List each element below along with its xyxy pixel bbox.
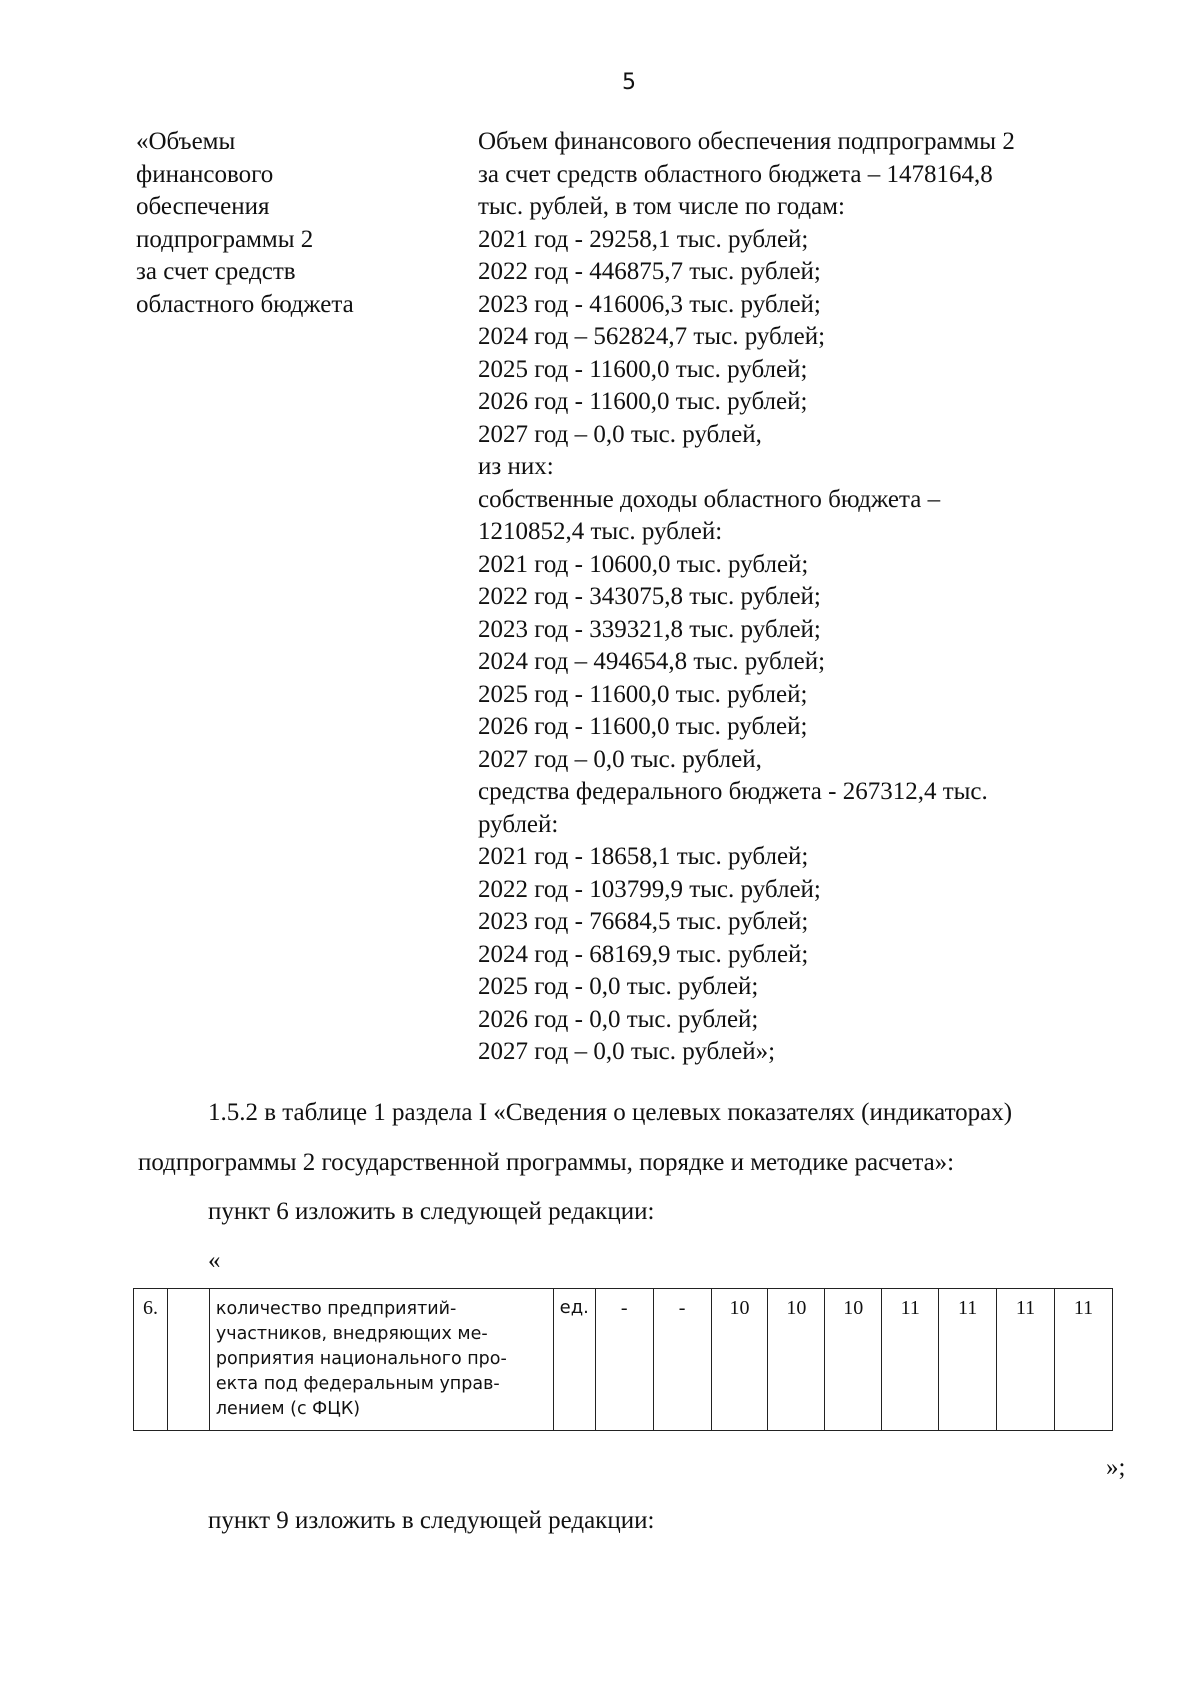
paragraph-2: пункт 6 изложить в следующей редакции: bbox=[208, 1198, 655, 1225]
detail-line: тыс. рублей, в том числе по годам: bbox=[478, 193, 845, 220]
detail-line: 2023 год - 416006,3 тыс. рублей; bbox=[478, 290, 821, 318]
open-quote: « bbox=[208, 1247, 221, 1274]
table-row bbox=[134, 1289, 1113, 1431]
value-cell: 11 bbox=[882, 1289, 939, 1431]
row-number-cell: 6. bbox=[134, 1289, 168, 1431]
detail-line: за счет средств областного бюджета – 1478164,8 bbox=[478, 160, 993, 188]
label-line: за счет средств bbox=[136, 258, 296, 285]
detail-line: 2023 год - 76684,5 тыс. рублей; bbox=[478, 908, 809, 935]
detail-line: 2027 год – 0,0 тыс. рублей, bbox=[478, 420, 762, 448]
value-cell: - bbox=[595, 1289, 653, 1431]
label-line: финансового bbox=[136, 160, 274, 188]
label-line: подпрограммы 2 bbox=[136, 225, 314, 253]
detail-line: 2024 год – 494654,8 тыс. рублей; bbox=[478, 648, 826, 675]
indicator-description-cell bbox=[209, 1289, 553, 1431]
detail-line: 2021 год - 10600,0 тыс. рублей; bbox=[478, 550, 809, 578]
detail-line: 2022 год - 103799,9 тыс. рублей; bbox=[478, 875, 821, 903]
detail-line: 2021 год - 29258,1 тыс. рублей; bbox=[478, 225, 809, 253]
detail-line: 2022 год - 446875,7 тыс. рублей; bbox=[478, 258, 821, 285]
financing-label-block bbox=[136, 126, 466, 321]
detail-line: собственные доходы областного бюджета – bbox=[478, 485, 941, 513]
detail-line: 2025 год - 11600,0 тыс. рублей; bbox=[478, 355, 808, 383]
detail-line: 2026 год - 11600,0 тыс. рублей; bbox=[478, 388, 808, 415]
description-line: роприятия национального про- bbox=[215, 1349, 507, 1369]
detail-line: 2025 год - 11600,0 тыс. рублей; bbox=[478, 680, 808, 708]
value-cell: - bbox=[653, 1289, 711, 1431]
financing-details-block bbox=[478, 126, 1118, 1069]
detail-line: Объем финансового обеспечения подпрограммы 2 bbox=[478, 128, 1015, 155]
detail-line: 2027 год – 0,0 тыс. рублей»; bbox=[478, 1038, 776, 1065]
paragraph-1-line-2: подпрограммы 2 государственной программы, порядке и методике расчета»: bbox=[138, 1149, 955, 1176]
label-line: обеспечения bbox=[136, 193, 270, 220]
description-line: участников, внедряющих ме- bbox=[215, 1324, 488, 1344]
description-line: екта под федеральным управ- bbox=[215, 1374, 500, 1394]
detail-line: 2026 год - 0,0 тыс. рублей; bbox=[478, 1005, 759, 1033]
label-line: областного бюджета bbox=[136, 290, 354, 318]
label-line: «Объемы bbox=[136, 128, 236, 155]
value-cell: 11 bbox=[997, 1289, 1055, 1431]
detail-line: рублей: bbox=[478, 810, 559, 838]
unit-cell: ед. bbox=[553, 1289, 595, 1431]
detail-line: 2023 год - 339321,8 тыс. рублей; bbox=[478, 615, 821, 643]
detail-line: 2025 год - 0,0 тыс. рублей; bbox=[478, 973, 759, 1000]
value-cell: 10 bbox=[768, 1289, 825, 1431]
description-line: лением (с ФЦК) bbox=[215, 1399, 361, 1419]
detail-line: средства федерального бюджета - 267312,4 тыс. bbox=[478, 778, 988, 805]
detail-line: 1210852,4 тыс. рублей: bbox=[478, 518, 723, 545]
value-cell: 11 bbox=[939, 1289, 997, 1431]
detail-line: из них: bbox=[478, 453, 554, 480]
detail-line: 2021 год - 18658,1 тыс. рублей; bbox=[478, 843, 809, 870]
value-cell: 10 bbox=[711, 1289, 768, 1431]
empty-cell bbox=[167, 1289, 209, 1431]
page-number: 5 bbox=[622, 70, 636, 95]
detail-line: 2024 год – 562824,7 тыс. рублей; bbox=[478, 323, 826, 350]
paragraph-3: пункт 9 изложить в следующей редакции: bbox=[208, 1507, 655, 1534]
detail-line: 2022 год - 343075,8 тыс. рублей; bbox=[478, 583, 821, 610]
detail-line: 2024 год - 68169,9 тыс. рублей; bbox=[478, 940, 809, 968]
value-cell: 11 bbox=[1055, 1289, 1113, 1431]
value-cell: 10 bbox=[825, 1289, 882, 1431]
detail-line: 2027 год – 0,0 тыс. рублей, bbox=[478, 745, 762, 773]
description-line: количество предприятий- bbox=[215, 1299, 457, 1319]
paragraph-1-line-1: 1.5.2 в таблице 1 раздела I «Сведения о целевых показателях (индикаторах) bbox=[208, 1099, 1013, 1126]
indicator-table bbox=[133, 1288, 1113, 1431]
detail-line: 2026 год - 11600,0 тыс. рублей; bbox=[478, 713, 808, 740]
close-quote: »; bbox=[1106, 1454, 1126, 1481]
